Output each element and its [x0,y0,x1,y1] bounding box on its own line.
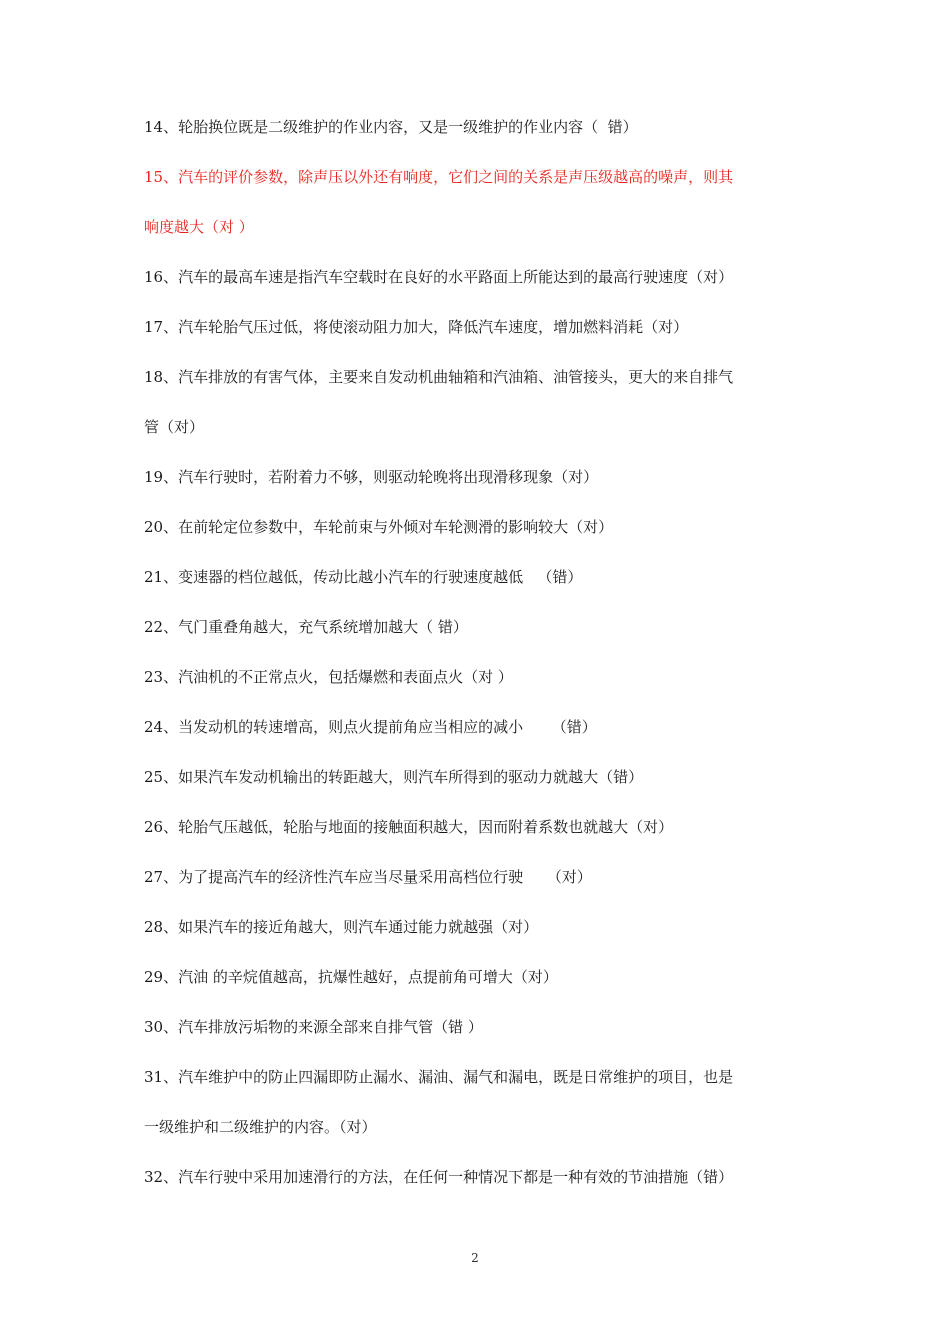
text-line: 28、如果汽车的接近角越大，则汽车通过能力就越强（对） [144,918,539,936]
text-line: 18、汽车排放的有害气体，主要来自发动机曲轴箱和汽油箱、油管接头，更大的来自排气 [144,368,734,386]
text-line: 15、汽车的评价参数，除声压以外还有响度，它们之间的关系是声压级越高的噪声，则其 [144,168,734,186]
text-line: 24、当发动机的转速增高，则点火提前角应当相应的减小 （错） [144,718,597,736]
text-line: 21、变速器的档位越低，传动比越小汽车的行驶速度越低 （错） [144,568,583,586]
text-line: 16、汽车的最高车速是指汽车空载时在良好的水平路面上所能达到的最高行驶速度（对） [144,268,734,286]
text-line: 29、汽油 的辛烷值越高，抗爆性越好，点提前角可增大（对） [144,968,558,986]
text-line: 23、汽油机的不正常点火，包括爆燃和表面点火（对 ） [144,668,513,686]
text-line: 管（对） [144,418,205,436]
text-line: 26、轮胎气压越低，轮胎与地面的接触面积越大，因而附着系数也就越大（对） [144,818,674,836]
text-line: 25、如果汽车发动机输出的转距越大，则汽车所得到的驱动力就越大（错） [144,768,644,786]
text-line: 19、汽车行驶时，若附着力不够，则驱动轮晚将出现滑移现象（对） [144,468,599,486]
text-line: 32、汽车行驶中采用加速滑行的方法，在任何一种情况下都是一种有效的节油措施（错） [144,1168,734,1186]
document-body [144,118,804,1218]
text-line: 27、为了提高汽车的经济性汽车应当尽量采用高档位行驶 （对） [144,868,592,886]
text-line: 一级维护和二级维护的内容。（对） [144,1118,377,1136]
text-line: 30、汽车排放污垢物的来源全部来自排气管（错 ） [144,1018,483,1036]
text-line: 20、在前轮定位参数中，车轮前束与外倾对车轮测滑的影响较大（对） [144,518,614,536]
text-line: 17、汽车轮胎气压过低，将使滚动阻力加大，降低汽车速度，增加燃料消耗（对） [144,318,689,336]
page-number: 2 [471,1251,479,1265]
text-line: 14、轮胎换位既是二级维护的作业内容，又是一级维护的作业内容（ 错） [144,118,638,136]
text-line: 响度越大（对 ） [144,218,254,236]
text-line: 22、气门重叠角越大，充气系统增加越大（ 错） [144,618,468,636]
text-line: 31、汽车维护中的防止四漏即防止漏水、漏油、漏气和漏电，既是日常维护的项目，也是 [144,1068,734,1086]
